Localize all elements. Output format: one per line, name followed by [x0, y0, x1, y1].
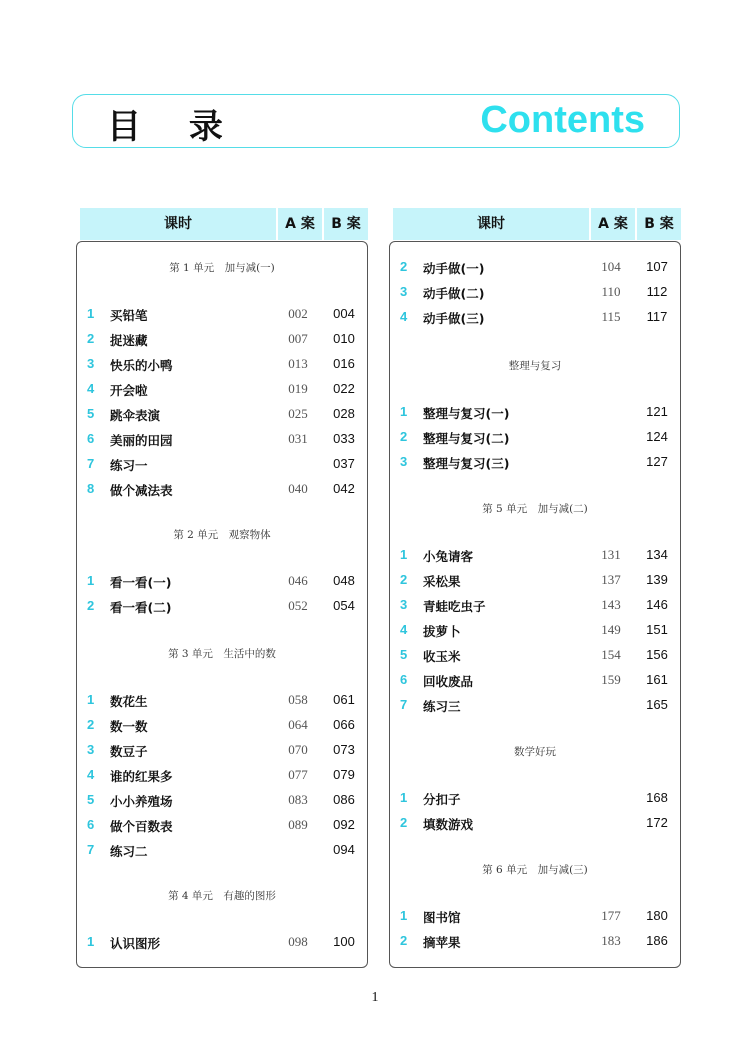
lesson-name: 开会啦: [110, 383, 148, 398]
toc-column-left: [76, 208, 368, 951]
page-plan-a: 040: [288, 481, 308, 496]
lesson-name: 填数游戏: [423, 817, 474, 832]
page-plan-a: 104: [601, 259, 621, 274]
page-plan-b: 121: [646, 404, 668, 419]
toc-row[interactable]: [77, 692, 367, 712]
toc-row[interactable]: [390, 815, 680, 835]
page-plan-a: 149: [601, 622, 621, 637]
lesson-name: 美丽的田园: [110, 433, 173, 448]
page-plan-b: 033: [333, 431, 355, 446]
header-lesson: 课时: [80, 208, 276, 240]
page-plan-a: 115: [601, 309, 621, 324]
page-plan-a: 058: [288, 692, 308, 707]
lesson-number: 5: [87, 792, 95, 807]
toc-row[interactable]: [390, 647, 680, 667]
page-plan-b: 117: [646, 309, 668, 324]
page-plan-b: 146: [646, 597, 668, 612]
page-plan-b: 156: [646, 647, 668, 662]
page-plan-b: 151: [646, 622, 668, 637]
lesson-number: 6: [87, 817, 95, 832]
page-plan-b: 028: [333, 406, 355, 421]
header-plan-a: A 案: [278, 208, 322, 240]
lesson-name: 整理与复习(一): [423, 406, 510, 421]
lesson-number: 2: [400, 572, 408, 587]
toc-row[interactable]: [390, 790, 680, 810]
page-plan-a: 183: [601, 933, 621, 948]
toc-row[interactable]: [77, 381, 367, 401]
page-plan-a: 131: [601, 547, 621, 562]
lesson-name: 捉迷藏: [110, 333, 148, 348]
lesson-number: 1: [400, 404, 408, 419]
lesson-name: 数一数: [110, 719, 148, 734]
lesson-name: 谁的红果多: [110, 769, 173, 784]
lesson-name: 练习三: [423, 699, 461, 714]
lesson-number: 3: [400, 284, 408, 299]
page-plan-b: 022: [333, 381, 355, 396]
lesson-number: 6: [400, 672, 408, 687]
toc-row[interactable]: [390, 429, 680, 449]
lesson-number: 5: [87, 406, 95, 421]
toc-column-right: [389, 208, 681, 950]
unit-heading: 数学好玩: [514, 746, 556, 758]
toc-table-right: [389, 241, 681, 968]
lesson-name: 小兔请客: [423, 549, 474, 564]
unit-heading: 第 4 单元 有趣的图形: [168, 890, 276, 902]
lesson-number: 1: [400, 908, 408, 923]
lesson-name: 买铅笔: [110, 308, 148, 323]
lesson-number: 3: [87, 742, 95, 757]
lesson-name: 看一看(二): [110, 600, 172, 615]
page-plan-b: 172: [646, 815, 668, 830]
lesson-number: 4: [400, 309, 408, 324]
lesson-number: 1: [87, 306, 95, 321]
toc-row[interactable]: [390, 547, 680, 567]
page-plan-a: 083: [288, 792, 308, 807]
page-plan-b: 086: [333, 792, 355, 807]
lesson-number: 4: [87, 381, 95, 396]
unit-heading: 第 6 单元 加与减(三): [482, 864, 588, 876]
lesson-name: 整理与复习(二): [423, 431, 510, 446]
table-header: [76, 208, 368, 240]
header-plan-b: B 案: [324, 208, 368, 240]
lesson-name: 整理与复习(三): [423, 456, 510, 471]
toc-row[interactable]: [77, 792, 367, 812]
page-plan-b: 124: [646, 429, 668, 444]
lesson-number: 3: [400, 454, 408, 469]
toc-row[interactable]: [390, 622, 680, 642]
lesson-number: 1: [400, 790, 408, 805]
page-title-english: Contents: [480, 99, 645, 141]
page-plan-a: 070: [288, 742, 308, 757]
toc-row[interactable]: [390, 404, 680, 424]
toc-row[interactable]: [77, 598, 367, 618]
toc-row[interactable]: [390, 697, 680, 717]
lesson-number: 2: [87, 331, 95, 346]
lesson-number: 1: [87, 934, 95, 949]
page-plan-a: 143: [601, 597, 621, 612]
toc-row[interactable]: [77, 842, 367, 862]
title-banner: [72, 94, 680, 148]
lesson-name: 收玉米: [423, 649, 461, 664]
table-header: [389, 208, 681, 240]
page-plan-b: 073: [333, 742, 355, 757]
lesson-number: 7: [87, 842, 95, 857]
page-plan-b: 094: [333, 842, 355, 857]
lesson-name: 数花生: [110, 694, 148, 709]
page-plan-b: 004: [333, 306, 355, 321]
unit-heading: 第 3 单元 生活中的数: [168, 648, 276, 660]
lesson-name: 看一看(一): [110, 575, 172, 590]
page-plan-b: 048: [333, 573, 355, 588]
unit-heading: 第 1 单元 加与减(一): [169, 262, 275, 274]
lesson-name: 练习一: [110, 458, 148, 473]
lesson-number: 2: [400, 429, 408, 444]
page-plan-b: 127: [646, 454, 668, 469]
page-plan-b: 165: [646, 697, 668, 712]
page-plan-a: 110: [601, 284, 621, 299]
lesson-number: 3: [87, 356, 95, 371]
lesson-number: 7: [87, 456, 95, 471]
lesson-name: 做个减法表: [110, 483, 173, 498]
page-plan-a: 177: [601, 908, 621, 923]
lesson-name: 练习二: [110, 844, 148, 859]
lesson-number: 1: [400, 547, 408, 562]
page-plan-b: 079: [333, 767, 355, 782]
lesson-number: 2: [87, 598, 95, 613]
lesson-number: 7: [400, 697, 408, 712]
page-plan-a: 064: [288, 717, 308, 732]
page-title-chinese: 目 录: [107, 107, 241, 147]
page-number: 1: [371, 990, 379, 1005]
page-plan-b: 112: [646, 284, 668, 299]
page-plan-a: 089: [288, 817, 308, 832]
unit-heading: 整理与复习: [508, 360, 562, 372]
lesson-name: 动手做(二): [423, 286, 485, 301]
toc-row[interactable]: [77, 817, 367, 837]
toc-row[interactable]: [77, 456, 367, 476]
lesson-name: 动手做(三): [423, 311, 485, 326]
toc-row[interactable]: [77, 331, 367, 351]
lesson-number: 6: [87, 431, 95, 446]
toc-row[interactable]: [77, 431, 367, 451]
lesson-name: 回收废品: [423, 674, 474, 689]
lesson-number: 2: [400, 815, 408, 830]
toc-row[interactable]: [77, 717, 367, 737]
lesson-name: 分扣子: [423, 792, 461, 807]
lesson-number: 8: [87, 481, 95, 496]
toc-row[interactable]: [77, 934, 367, 954]
toc-row[interactable]: [77, 306, 367, 326]
header-plan-b: B 案: [637, 208, 681, 240]
lesson-number: 2: [400, 933, 408, 948]
toc-row[interactable]: [390, 259, 680, 279]
page-plan-b: 061: [333, 692, 355, 707]
page-plan-a: 031: [288, 431, 308, 446]
page-plan-b: 134: [646, 547, 668, 562]
page-plan-b: 092: [333, 817, 355, 832]
lesson-name: 拔萝卜: [423, 624, 461, 639]
page-plan-a: 007: [288, 331, 308, 346]
page-plan-a: 052: [288, 598, 308, 613]
page-plan-a: 019: [288, 381, 308, 396]
page-plan-a: 077: [288, 767, 308, 782]
page-plan-b: 139: [646, 572, 668, 587]
toc-row[interactable]: [77, 767, 367, 787]
lesson-name: 动手做(一): [423, 261, 485, 276]
unit-heading: 第 5 单元 加与减(二): [482, 503, 588, 515]
page-plan-a: 098: [288, 934, 308, 949]
toc-row[interactable]: [390, 572, 680, 592]
lesson-name: 小小养殖场: [110, 794, 173, 809]
lesson-name: 跳伞表演: [110, 408, 161, 423]
lesson-number: 1: [87, 692, 95, 707]
toc-row[interactable]: [390, 597, 680, 617]
lesson-number: 4: [87, 767, 95, 782]
page-plan-b: 016: [333, 356, 355, 371]
page-plan-b: 037: [333, 456, 355, 471]
page-plan-b: 180: [646, 908, 668, 923]
toc-row[interactable]: [390, 284, 680, 304]
toc-row[interactable]: [390, 672, 680, 692]
lesson-name: 青蛙吃虫子: [423, 599, 486, 614]
page-plan-b: 161: [646, 672, 668, 687]
page-plan-b: 054: [333, 598, 355, 613]
page-plan-a: 025: [288, 406, 308, 421]
lesson-name: 图书馆: [423, 910, 461, 925]
lesson-name: 快乐的小鸭: [110, 358, 173, 373]
toc-row[interactable]: [390, 309, 680, 329]
toc-row[interactable]: [390, 908, 680, 928]
page-plan-b: 100: [333, 934, 355, 949]
lesson-name: 做个百数表: [110, 819, 173, 834]
page-plan-b: 066: [333, 717, 355, 732]
toc-table-left: [76, 241, 368, 968]
page-plan-a: 013: [288, 356, 308, 371]
header-plan-a: A 案: [591, 208, 635, 240]
toc-row[interactable]: [77, 742, 367, 762]
lesson-number: 1: [87, 573, 95, 588]
toc-row[interactable]: [77, 573, 367, 593]
page-plan-b: 168: [646, 790, 668, 805]
page-plan-b: 186: [646, 933, 668, 948]
lesson-number: 2: [87, 717, 95, 732]
page-plan-a: 002: [288, 306, 308, 321]
page-plan-a: 154: [601, 647, 621, 662]
toc-row[interactable]: [77, 406, 367, 426]
lesson-number: 2: [400, 259, 408, 274]
lesson-number: 3: [400, 597, 408, 612]
unit-heading: 第 2 单元 观察物体: [173, 529, 271, 541]
lesson-name: 采松果: [423, 574, 461, 589]
lesson-name: 摘苹果: [423, 935, 461, 950]
page-plan-a: 137: [601, 572, 621, 587]
toc-row[interactable]: [390, 933, 680, 953]
lesson-name: 数豆子: [110, 744, 148, 759]
page-plan-a: 046: [288, 573, 308, 588]
toc-row[interactable]: [77, 481, 367, 501]
lesson-name: 认识图形: [110, 936, 161, 951]
lesson-number: 4: [400, 622, 408, 637]
page-plan-a: 159: [601, 672, 621, 687]
header-lesson: 课时: [393, 208, 589, 240]
toc-row[interactable]: [77, 356, 367, 376]
toc-row[interactable]: [390, 454, 680, 474]
page-plan-b: 010: [333, 331, 355, 346]
page-plan-b: 042: [333, 481, 355, 496]
page-plan-b: 107: [646, 259, 668, 274]
lesson-number: 5: [400, 647, 408, 662]
